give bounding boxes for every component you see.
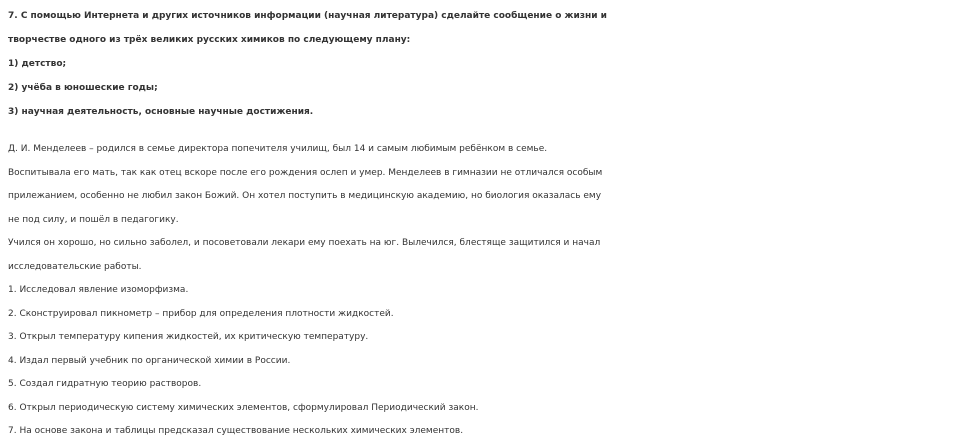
achievement-item-2: 2. Сконструировал пикнометр – прибор для определения плотности жидкостей. [8,308,394,319]
answer-line: не под силу, и пошёл в педагогику. [8,214,179,225]
answer-text [8,138,956,444]
answer-line: Воспитывала его мать, так как отец вскоре после его рождения ослеп и умер. Менделеев в гимназии не отличался особым [8,167,603,178]
task-statement [8,4,956,124]
answer-line: исследовательские работы. [8,261,142,272]
answer-line: Д. И. Менделеев – родился в семье директора попечителя училищ, был 14 и самым любимым ребёнком в семье. [8,144,548,154]
achievement-item-6: 6. Открыл периодическую систему химических элементов, сформулировал Периодический закон. [8,402,479,413]
task-plan-item-1: 1) детство; [8,59,67,69]
task-plan-item-3: 3) научная деятельность, основные научные достижения. [8,107,314,117]
achievement-item-1: 1. Исследовал явление изоморфизма. [8,285,189,295]
achievement-item-5: 5. Создал гидратную теорию растворов. [8,379,202,389]
answer-line: Учился он хорошо, но сильно заболел, и посоветовали лекари ему поехать на юг. Вылечился, блестяще защитился и начал [8,238,601,248]
achievement-item-4: 4. Издал первый учебник по органической химии в России. [8,355,291,366]
achievement-item-3: 3. Открыл температуру кипения жидкостей, их критическую температуру. [8,332,369,342]
task-heading-line-2: творчестве одного из трёх великих русских химиков по следующему плану: [8,35,411,45]
task-heading-line-1: 7. С помощью Интернета и других источников информации (научная литература) сделайте сообщение о жизни и [8,11,607,21]
task-plan-item-2: 2) учёба в юношеские годы; [8,83,158,93]
answer-line: прилежанием, особенно не любил закон Божий. Он хотел поступить в медицинскую академию, но биология оказалась ему [8,191,602,201]
achievement-item-7: 7. На основе закона и таблицы предсказал существование нескольких химических элементов. [8,426,464,436]
